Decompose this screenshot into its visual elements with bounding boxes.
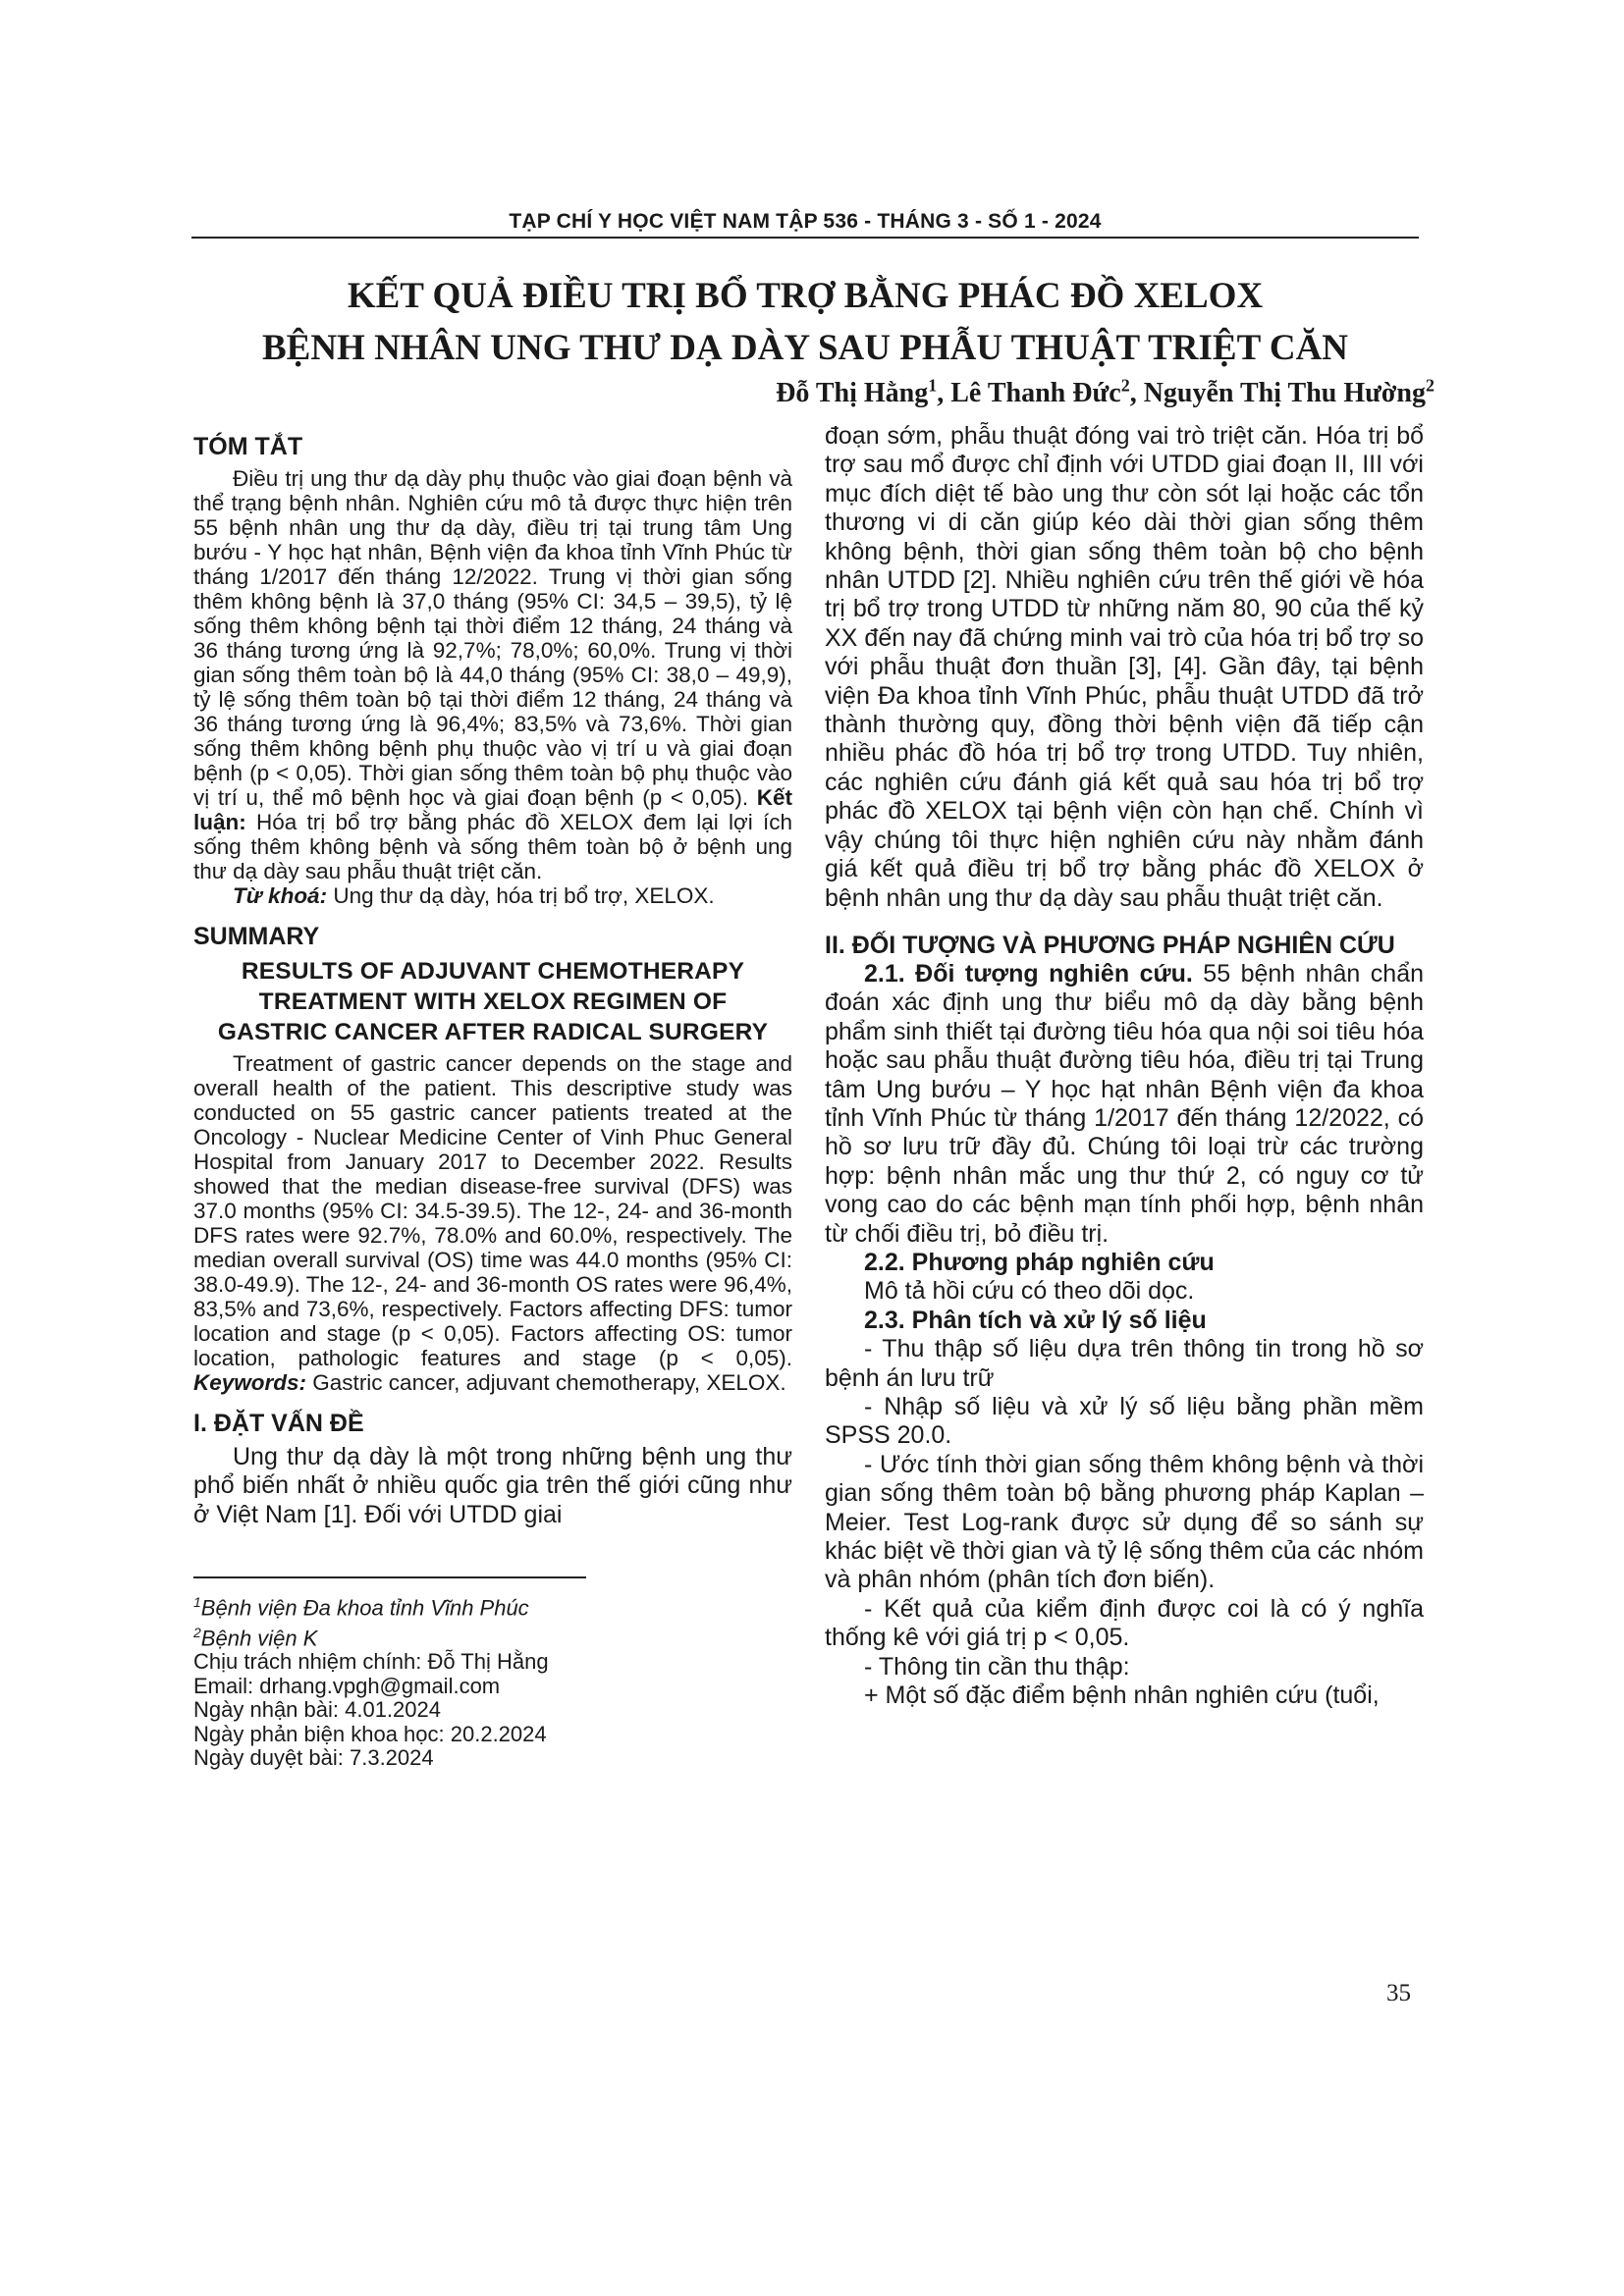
author-affiliation-mark: 2 [1120,375,1130,396]
summary-title-line: RESULTS OF ADJUVANT CHEMOTHERAPY [241,958,745,985]
summary-body [193,1051,792,1395]
summary-text: Treatment of gastric cancer depends on the stage and overall health of the patient. This descriptive study was conducted on 55 gastric cancer patients treated at the Oncology - Nuclear Medicine Center of Vinh Phuc General Hospital from January 2017 to December 2022. Results showed that the median disease-free survival (DFS) was 37.0 months (95% CI: 34.5-39.5). The 12-, 24- and 36-month DFS rates were 92.7%, 78.0% and 60.0%, respectively. The median overall survival (OS) time was 44.0 months (95% CI: 38.0-49.9). The 12-, 24- and 36-month OS rates were 96,4%, 83,5% and 73,6%, respectively. Factors affecting DFS: tumor location and stage (p < 0,05). Factors affecting OS: tumor location, pathologic features and stage (p < 0,05). [193,1051,792,1370]
affiliation-number: 1 [193,1593,201,1610]
analysis-item: + Một số đặc điểm bệnh nhân nghiên cứu (tuổi, [864,1682,1380,1710]
keywords-vi-label: Từ khoá: [233,883,328,908]
intro-paragraph-continued: đoạn sớm, phẫu thuật đóng vai trò triệt căn. Hóa trị bổ trợ sau mổ được chỉ định với UTDD giai đoạn II, III với mục đích diệt tế bào ung thư còn sót lại hoặc các tổn thương vi di căn giúp kéo dài thời gian sống thêm không bệnh, thời gian sống thêm toàn bộ cho bệnh nhân UTDD [2]. Nhiều nghiên cứu trên thế giới về hóa trị bổ trợ trong UTDD từ những năm 80, 90 của thế kỷ XX đến nay đã chứng minh vai trò của hóa trị bổ trợ so với phẫu thuật đơn thuần [3], [4]. Gần đây, tại bệnh viện Đa khoa tỉnh Vĩnh Phúc, phẫu thuật UTDD đã trở thành thường quy, đồng thời bệnh viện đã tiếp cận nhiều phác đồ hóa trị bổ trợ trong UTDD. Tuy nhiên, các nghiên cứu đánh giá kết quả sau hóa trị bổ trợ phác đồ XELOX tại bệnh viện còn hạn chế. Chính vì vậy chúng tôi thực hiện nghiên cứu này nhằm đánh giá kết quả điều trị bổ trợ bằng phác đồ XELOX ở bệnh nhân ung thư dạ dày sau phẫu thuật triệt căn. [825,422,1424,912]
affiliation-1: $^1$Bệnh viện Đa khoa tỉnh Vĩnh Phúc [193,1593,529,1621]
approved-date: Ngày duyệt bài: 7.3.2024 [193,1745,434,1771]
summary-title-line: GASTRIC CANCER AFTER RADICAL SURGERY [217,1019,769,1045]
subjects-text: 55 bệnh nhân chẩn đoán xác định ung thư biểu mô dạ dày bằng bệnh phẩm sinh thiết tại đường tiêu hóa qua nội soi tiêu hóa hoặc sau phẫu thuật đường tiêu hóa, điều trị tại Trung tâm Ung bướu – Y học hạt nhân Bệnh viện đa khoa tỉnh Vĩnh Phúc từ tháng 1/2017 đến tháng 12/2022, có hồ sơ lưu trữ đầy đủ. Chúng tôi loại trừ các trường hợp: bệnh nhân mắc ung thư thứ 2, có nguy cơ tử vong cao do các bệnh mạn tính phối hợp, bệnh nhân từ chối điều trị, bỏ điều trị. [825,959,1424,1248]
affiliation-2: $^2$Bệnh viện K [193,1624,318,1650]
analysis-item: - Ước tính thời gian sống thêm không bệnh và thời gian sống thêm toàn bộ bằng phương pháp Kaplan – Meier. Test Log-rank được sử dụng để so sánh sự khác biệt về thời gian và tỷ lệ sống thêm của các nhóm và phân nhóm (phân tích đơn biến). [825,1450,1424,1594]
right-column [825,422,1424,1710]
header-rule [191,237,1419,239]
analysis-item: - Kết quả của kiểm định được coi là có ý nghĩa thống kê với giá trị p < 0,05. [825,1594,1424,1652]
analysis-item: - Thông tin cần thu thập: [864,1652,1130,1681]
summary-title [193,956,792,1047]
author-separator: , [937,378,951,408]
methods-heading: II. ĐỐI TƯỢNG VÀ PHƯƠNG PHÁP NGHIÊN CỨU [825,931,1395,959]
method-subheading: 2.2. Phương pháp nghiên cứu [864,1248,1215,1276]
summary-heading: SUMMARY [193,923,320,950]
affiliation-number: 2 [193,1624,201,1640]
author-list [776,375,1435,409]
footnote-rule [193,1576,586,1578]
analysis-item: - Nhập số liệu và xử lý số liệu bằng phần mềm SPSS 20.0. [825,1393,1424,1450]
email-line: Email: drhang.vpgh@gmail.com [193,1673,501,1698]
author-affiliation-mark: 2 [1426,375,1435,396]
author-name: Đỗ Thị Hằng [776,378,929,408]
keywords-en-label: Keywords: [193,1370,307,1395]
responsible-author: Chịu trách nhiệm chính: Đỗ Thị Hằng [193,1649,549,1675]
article-title [157,270,1453,374]
title-line-2: BỆNH NHÂN UNG THƯ DẠ DÀY SAU PHẪU THUẬT TRIỆT CĂN [261,328,1349,368]
left-column [193,422,792,1771]
author-name: Lê Thanh Đức [950,378,1121,408]
review-date: Ngày phản biện khoa học: 20.2.2024 [193,1721,547,1746]
subjects-label: 2.1. Đối tượng nghiên cứu. [864,959,1193,988]
abstract-vi-text: Điều trị ung thư dạ dày phụ thuộc vào giai đoạn bệnh và thể trạng bệnh nhân. Nghiên cứu mô tả được thực hiện trên 55 bệnh nhân ung thư dạ dày, điều trị tại trung tâm Ung bướu - Y học hạt nhân, Bệnh viện đa khoa tỉnh Vĩnh Phúc từ tháng 1/2017 đến tháng 12/2022. Trung vị thời gian sống thêm không bệnh là 37,0 tháng (95% CI: 34,5 – 39,5), tỷ lệ sống thêm không bệnh tại thời điểm 12 tháng, 24 tháng và 36 tháng tương ứng là 92,7%; 78,0%; 60,0%. Trung vị thời gian sống thêm toàn bộ là 44,0 tháng (95% CI: 38,0 – 49,9), tỷ lệ sống thêm toàn bộ tại thời điểm 12 tháng, 24 tháng và 36 tháng tương ứng là 96,4%; 83,5% và 73,6%. Thời gian sống thêm không bệnh phụ thuộc vào vị trí u và giai đoạn bệnh (p < 0,05). Thời gian sống thêm toàn bộ phụ thuộc vào vị trí u, thể mô bệnh học và giai đoạn bệnh (p < 0,05). [193,466,792,810]
received-date: Ngày nhận bài: 4.01.2024 [193,1697,441,1723]
page-number: 35 [1386,1980,1411,2006]
method-text: Mô tả hồi cứu có theo dõi dọc. [864,1277,1195,1306]
analysis-subheading: 2.3. Phân tích và xử lý số liệu [864,1306,1207,1334]
author-affiliation-mark: 1 [928,375,938,396]
intro-heading: I. ĐẶT VẤN ĐỀ [193,1410,364,1437]
journal-header: TẠP CHÍ Y HỌC VIỆT NAM TẬP 536 - THÁNG 3 - SỐ 1 - 2024 [509,210,1102,233]
keywords-vi-text: Ung thư dạ dày, hóa trị bổ trợ, XELOX. [333,883,715,908]
conclusion-label: Kết luận: [193,785,792,834]
abstract-vi-body [193,466,792,883]
subjects-paragraph [825,960,1424,1249]
abstract-vi-heading: TÓM TẮT [193,433,303,460]
conclusion-text: Hóa trị bổ trợ bằng phác đồ XELOX đem lại lợi ích sống thêm không bệnh và sống thêm toàn bộ ở bệnh ung thư dạ dày sau phẫu thuật triệt căn. [193,810,792,883]
analysis-item: - Thu thập số liệu dựa trên thông tin trong hồ sơ bệnh án lưu trữ [825,1335,1424,1392]
intro-paragraph-start: Ung thư dạ dày là một trong những bệnh ung thư phổ biến nhất ở nhiều quốc gia trên thế giới cũng như ở Việt Nam [1]. Đối với UTDD giai [193,1443,792,1528]
title-line-1: KẾT QUẢ ĐIỀU TRỊ BỔ TRỢ BẰNG PHÁC ĐỒ XELOX [347,276,1264,316]
footnotes [193,1590,792,1771]
keywords-vi [193,883,792,908]
author-name: Nguyễn Thị Thu Hường [1143,378,1426,408]
summary-title-line: TREATMENT WITH XELOX REGIMEN OF [258,988,728,1015]
author-separator: , [1129,378,1144,408]
keywords-en-text: Gastric cancer, adjuvant chemotherapy, XELOX. [312,1370,786,1395]
